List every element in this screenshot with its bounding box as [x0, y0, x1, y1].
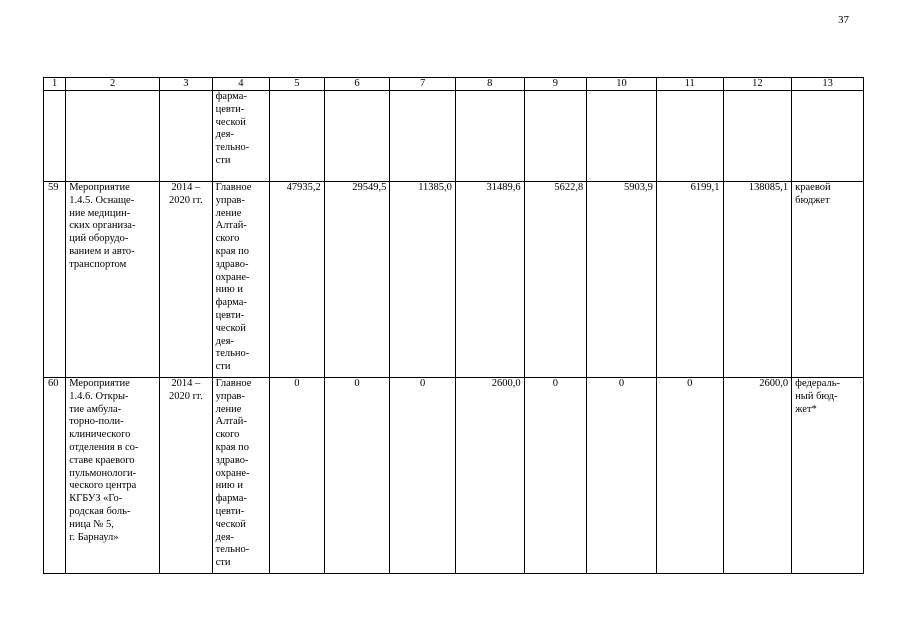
funding-source: краевой бюджет: [792, 182, 864, 378]
value-cell: 6199,1: [656, 182, 723, 378]
program-measures-table: [43, 77, 864, 574]
header-cell: 12: [723, 78, 792, 91]
header-cell: 10: [587, 78, 657, 91]
value-cell: 0: [390, 378, 456, 574]
header-cell: 5: [270, 78, 325, 91]
measure-name: Мероприятие 1.4.5. Оснаще- ние медицин- ских организа- ций оборудо- ванием и авто- транспортом: [66, 182, 160, 378]
value-cell: 31489,6: [455, 182, 524, 378]
header-cell: 7: [390, 78, 456, 91]
measure-name: Мероприятие 1.4.6. Откры- тие амбула- торно-поли- клинического отделения в со- ставе краевого пульмонологи- ческого центра КГБУЗ «Го- родская боль- ница № 5, г. Барнаул»: [66, 378, 160, 574]
value-cell: 0: [324, 378, 390, 574]
value-cell: 138085,1: [723, 182, 792, 378]
value-cell: 2600,0: [455, 378, 524, 574]
value-cell: 0: [656, 378, 723, 574]
funding-source: федераль- ный бюд- жет*: [792, 378, 864, 574]
row-number: 59: [44, 182, 66, 378]
value-cell: 11385,0: [390, 182, 456, 378]
value-cell: 29549,5: [324, 182, 390, 378]
header-cell: 13: [792, 78, 864, 91]
value-cell: 47935,2: [270, 182, 325, 378]
term-cell: 2014 – 2020 гг.: [160, 182, 213, 378]
value-cell: 5903,9: [587, 182, 657, 378]
value-cell: 2600,0: [723, 378, 792, 574]
header-cell: 3: [160, 78, 213, 91]
table-row: [44, 378, 864, 574]
executor-cell: фарма- цевти- ческой дея- тельно- сти: [212, 91, 270, 182]
value-cell: 5622,8: [524, 182, 587, 378]
header-cell: 1: [44, 78, 66, 91]
executor-cell: Главное управ- ление Алтай- ского края по здраво- охране- нию и фарма- цевти- ческой дея- тельно- сти: [212, 182, 270, 378]
header-cell: 2: [66, 78, 160, 91]
table-row: [44, 182, 864, 378]
header-cell: 11: [656, 78, 723, 91]
page-number: 37: [838, 14, 849, 26]
header-cell: 6: [324, 78, 390, 91]
header-row: [44, 78, 864, 91]
row-number: 60: [44, 378, 66, 574]
value-cell: 0: [270, 378, 325, 574]
term-cell: 2014 – 2020 гг.: [160, 378, 213, 574]
continuation-row: [44, 91, 864, 182]
executor-cell: Главное управ- ление Алтай- ского края по здраво- охране- нию и фарма- цевти- ческой дея- тельно- сти: [212, 378, 270, 574]
value-cell: 0: [587, 378, 657, 574]
value-cell: 0: [524, 378, 587, 574]
header-cell: 4: [212, 78, 270, 91]
header-cell: 9: [524, 78, 587, 91]
header-cell: 8: [455, 78, 524, 91]
